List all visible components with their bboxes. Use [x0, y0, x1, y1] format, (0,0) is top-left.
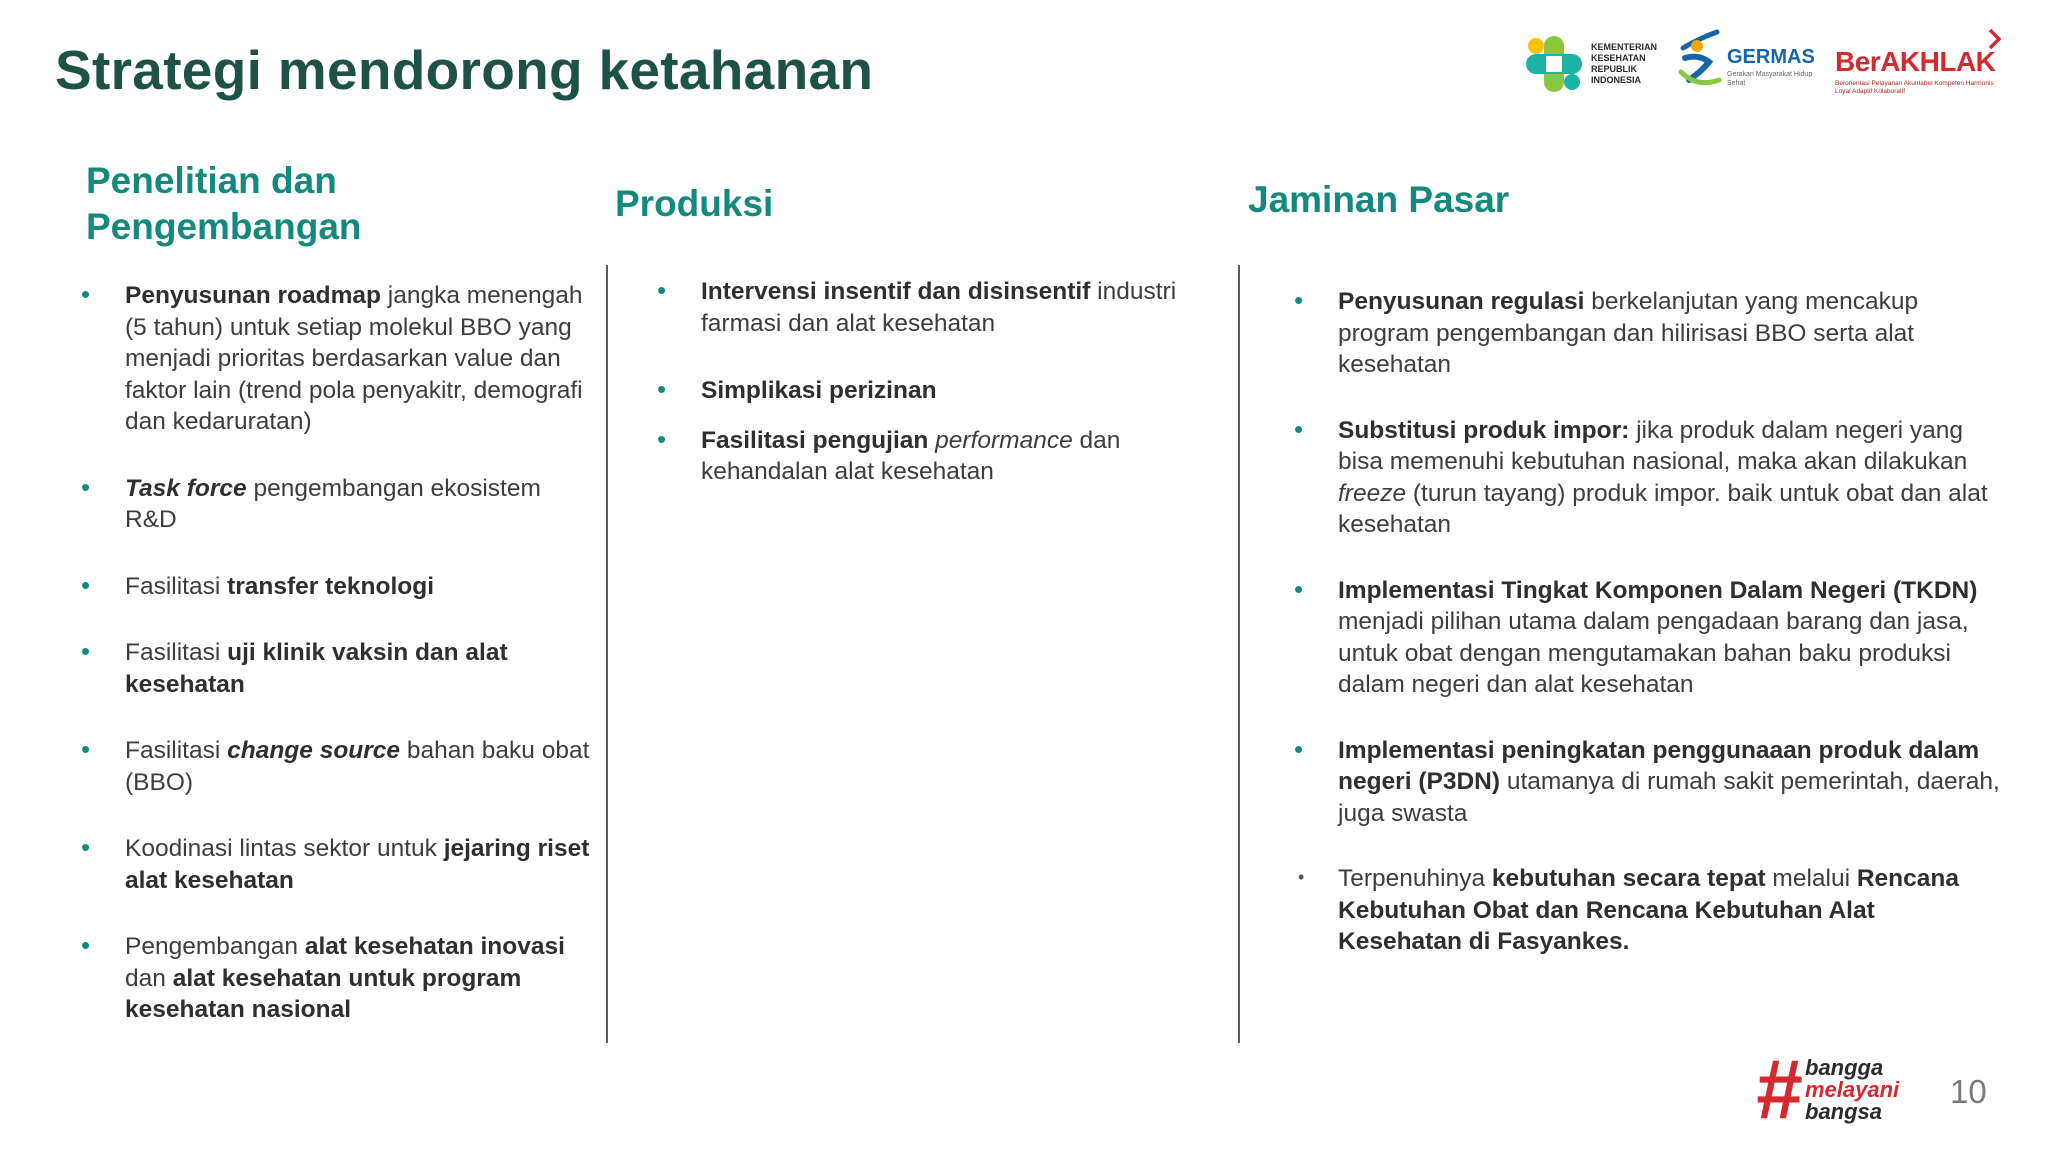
- footer-word: melayani: [1805, 1077, 1900, 1102]
- item-text: jangka menengah (5 tahun) untuk setiap molekul BBO yang menjadi prioritas berdasarkan value dan faktor lain (trend pola penyakitr, demografi dan kedaruratan): [125, 282, 583, 435]
- item-text: transfer teknologi: [227, 572, 435, 600]
- item-text: Intervensi insentif dan disinsentif: [701, 278, 1091, 305]
- item-text: Implementasi Tingkat Komponen Dalam Negeri (TKDN): [1338, 576, 1978, 604]
- item-text: melalui: [1765, 865, 1857, 892]
- kemenkes-line: KEMENTERIAN: [1591, 42, 1658, 52]
- list-item: [1294, 573, 2003, 701]
- item-text: Fasilitasi: [125, 572, 228, 600]
- bullet-icon: •: [81, 734, 91, 764]
- item-text: Simplikasi perizinan: [701, 377, 937, 404]
- kemenkes-line: INDONESIA: [1591, 75, 1642, 85]
- column-heading-jaminan-pasar: Jaminan Pasar: [1248, 179, 1510, 220]
- item-text: kebutuhan secara tepat: [1491, 865, 1766, 892]
- page-number: 10: [1950, 1073, 1987, 1110]
- item-text: industri farmasi dan alat kesehatan: [701, 278, 1177, 337]
- bullet-icon: •: [657, 423, 667, 454]
- item-text: Penyusunan roadmap: [125, 282, 381, 309]
- item-text: Fasilitasi pengujian: [701, 426, 929, 454]
- item-text: dan kehandalan alat kesehatan: [701, 426, 1121, 485]
- column-heading-penelitian: Penelitian dan Pengembangan: [86, 160, 362, 247]
- item-text: uji klinik vaksin dan alat kesehatan: [125, 639, 508, 698]
- list-item: [1294, 413, 2003, 541]
- germas-wordmark: GERMAS: [1727, 46, 1815, 68]
- item-text: Rencana Kebutuhan Obat dan Rencana Kebutuhan Alat Kesehatan di Fasyankes.: [1338, 865, 1959, 955]
- item-text: Koodinasi lintas sektor untuk: [125, 835, 444, 862]
- item-text: [227, 737, 400, 764]
- column-heading-produksi: Produksi: [615, 183, 774, 224]
- hashtag-icon: #: [1755, 1042, 1802, 1136]
- emphasis-text: change source: [227, 737, 401, 764]
- list-item: [657, 423, 1221, 488]
- bullet-icon: •: [81, 471, 91, 502]
- item-text: bahan baku obat (BBO): [125, 737, 590, 796]
- bullet-icon: •: [1294, 733, 1304, 764]
- item-text: jika produk dalam negeri yang bisa memenuhi kebutuhan nasional, maka akan dilakukan: [1338, 416, 1968, 475]
- item-text: Fasilitasi: [125, 639, 228, 666]
- item-text: freeze: [1338, 479, 1407, 507]
- item-text: pengembangan ekosistem R&D: [125, 474, 541, 533]
- item-text: [125, 475, 247, 502]
- item-text: jejaring riset alat kesehatan: [125, 835, 590, 894]
- list-item: [1294, 285, 2003, 381]
- produksi-list: [657, 275, 1221, 488]
- item-text: Fasilitasi: [125, 737, 228, 764]
- item-text: dan: [125, 964, 173, 992]
- bullet-icon: •: [1294, 413, 1304, 444]
- item-text: Terpenuhinya: [1338, 865, 1492, 892]
- kemenkes-line: KESEHATAN: [1591, 53, 1646, 63]
- kemenkes-line: REPUBLIK: [1591, 64, 1638, 74]
- column-divider: [606, 265, 608, 1043]
- kemenkes-text: [1591, 42, 1671, 86]
- item-text: alat kesehatan untuk program kesehatan nasional: [125, 964, 522, 1023]
- bullet-icon: •: [81, 930, 91, 960]
- item-text: Penyusunan regulasi: [1338, 288, 1585, 315]
- item-text: (turun tayang) produk impor. baik untuk obat dan alat kesehatan: [1338, 479, 1988, 538]
- jaminan-pasar-list: [1294, 285, 2003, 958]
- item-text: berkelanjutan yang mencakup program pengembangan dan hilirisasi BBO serta alat kesehatan: [1338, 288, 1919, 378]
- list-item: [81, 636, 595, 700]
- footer-word: bangga: [1805, 1055, 1884, 1080]
- list-item: [81, 279, 595, 438]
- list-item: [81, 930, 595, 1026]
- bullet-icon: •: [81, 569, 91, 600]
- item-text: utamanya di rumah sakit pemerintah, daerah, juga swasta: [1338, 768, 2000, 827]
- penelitian-list: [81, 279, 595, 1026]
- kemenkes-logo: [1522, 28, 1667, 100]
- bullet-icon: •: [1294, 573, 1304, 604]
- list-item: [657, 275, 1221, 339]
- item-text: alat kesehatan inovasi: [304, 933, 565, 960]
- list-item: [81, 832, 595, 896]
- bullet-icon: •: [657, 374, 667, 404]
- kemenkes-emblem-icon: [1522, 28, 1586, 100]
- germas-logo: [1675, 28, 1815, 100]
- list-item: [1294, 733, 2003, 830]
- list-item: [1298, 863, 2003, 958]
- bangga-melayani-bangsa-logo: [1755, 1042, 1915, 1136]
- bullet-icon: •: [1298, 867, 1305, 887]
- footer-word: bangsa: [1805, 1099, 1883, 1124]
- germas-subtitle: Gerakan Masyarakat Hidup Sehat: [1727, 71, 1813, 87]
- item-text: menjadi pilihan utama dalam pengadaan barang dan jasa, untuk obat dengan mengutamakan bahan baku produksi dalam negeri dan alat kesehatan: [1338, 608, 1969, 698]
- footer-wordmark: [1805, 1057, 1899, 1123]
- bullet-icon: •: [1294, 285, 1304, 315]
- list-item: [81, 734, 595, 798]
- item-text: Implementasi peningkatan penggunaaan produk dalam negeri (P3DN): [1338, 736, 1980, 795]
- berakhlak-subtitle: Berorientasi Pelayanan Akuntabel Kompeten Harmonis Loyal Adaptif Kolaboratif: [1835, 80, 1994, 95]
- item-text: Pengembangan: [125, 933, 305, 960]
- list-item: [657, 374, 1221, 407]
- germas-figure-icon: [1675, 28, 1725, 92]
- emphasis-text: Task force: [125, 474, 247, 502]
- bullet-icon: •: [81, 636, 91, 666]
- slide-title: Strategi mendorong ketahanan: [55, 39, 874, 101]
- bullet-icon: •: [657, 275, 667, 305]
- list-item: [81, 471, 595, 536]
- item-text: Substitusi produk impor:: [1338, 416, 1630, 444]
- column-divider: [1238, 265, 1240, 1043]
- berakhlak-logo: [1835, 28, 2005, 100]
- bullet-icon: •: [81, 279, 91, 309]
- list-item: [81, 569, 595, 603]
- item-text: performance: [935, 426, 1073, 454]
- berakhlak-wordmark: BerAKHLAK: [1835, 46, 1996, 77]
- bullet-icon: •: [81, 832, 91, 862]
